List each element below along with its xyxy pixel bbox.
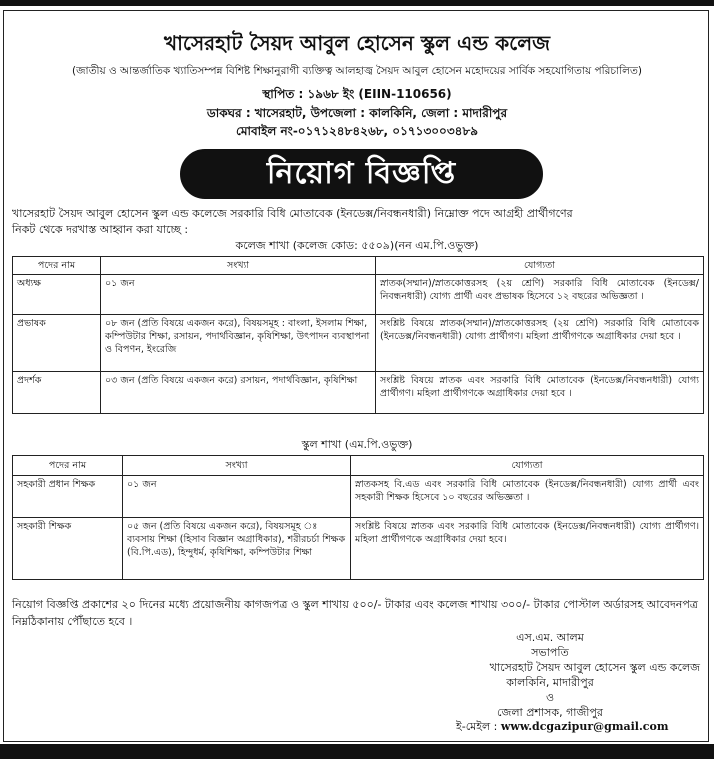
school-name: খাসেরহাট সৈয়দ আবুল হোসেন স্কুল এন্ড কলেজ xyxy=(163,31,551,55)
college-section-title: কলেজ শাখা (কলেজ কোড: ৫৫০৯)(নন এম.পি.ওভুক্ত) xyxy=(235,239,479,252)
table-row xyxy=(13,476,704,518)
college-header-qualification: যোগ্যতা xyxy=(376,257,704,275)
signatory-institution: খাসেরহাট সৈয়দ আবুল হোসেন স্কুল এন্ড কলেজ xyxy=(489,661,700,674)
cell-count: ০৮ জন (প্রতি বিষয়ে একজন করে), বিষয়সমূহ : বাংলা, ইসলাম শিক্ষা, কম্পিউটার শিক্ষা, রসায়ন, পদার্থবিজ্ঞান, কৃষিশিক্ষা, উৎপাদন ব্যবস্থাপনা ও বিপণন, ইংরেজি xyxy=(101,315,376,372)
signatory-name: এস.এম. আলম xyxy=(516,631,584,644)
school-section-title: স্কুল শাখা (এম.পি.ওভুক্ত) xyxy=(301,438,413,451)
signatory-and: ও xyxy=(545,691,555,704)
college-header-post: পদের নাম xyxy=(13,257,101,275)
table-row xyxy=(13,315,704,372)
signatory-designation: সভাপতি xyxy=(531,646,569,659)
official-line: জেলা প্রশাসক, গাজীপুর xyxy=(497,706,603,719)
table-row xyxy=(13,518,704,580)
school-header-qualification: যোগ্যতা xyxy=(351,456,704,476)
email-line xyxy=(456,718,668,737)
school-header-count: সংখ্যা xyxy=(123,456,351,476)
signatory-location: কালকিনি, মাদারীপুর xyxy=(506,676,594,689)
cell-qualification: স্নাতকসহ বি.এড এবং সরকারি বিধি মোতাবেক (ইনডেক্স/নিবন্ধনধারী) যোগ্য প্রার্থী এবং সহকারী শিক্ষক হিসেবে ১০ বছরের অভিজ্ঞতা । xyxy=(351,476,704,518)
cell-count: ০১ জন xyxy=(123,476,351,518)
school-posts-table xyxy=(12,455,704,580)
table-row xyxy=(13,275,704,315)
address-line: ডাকঘর : খাসেরহাট, উপজেলা : কালকিনি, জেলা : মাদারীপুর xyxy=(206,106,508,120)
established-line: স্থাপিত : ১৯৬৮ ইং (EIIN-110656) xyxy=(262,87,452,101)
submission-note: নিয়োগ বিজ্ঞপ্তি প্রকাশের ২০ দিনের মধ্যে প্রয়োজনীয় কাগজপত্র ও স্কুল শাখায় ৫০০/- টাকার এবং কলেজ শাখায় ৩০০/- টাকার পোস্টাল অর্ডারসহ আবেদনপত্র নিম্নঠিকানায় পৌঁছাতে হবে । xyxy=(12,598,698,628)
cell-qualification: সংশ্লিষ্ট বিষয়ে স্নাতক এবং সরকারি বিধি মোতাবেক (ইনডেক্স/নিবন্ধনধারী) যোগ্য প্রার্থীগণ। মহিলা প্রার্থীগণকে অগ্রাধিকার দেয়া হবে । xyxy=(376,372,704,414)
cell-post: সহকারী প্রধান শিক্ষক xyxy=(13,476,123,518)
college-posts-table xyxy=(12,256,704,414)
notice-title-badge: নিয়োগ বিজ্ঞপ্তি xyxy=(180,149,543,199)
cell-post: সহকারী শিক্ষক xyxy=(13,518,123,580)
school-header-post: পদের নাম xyxy=(13,456,123,476)
cell-post: অধ্যক্ষ xyxy=(13,275,101,315)
intro-line-2: নিকট থেকে দরখাস্ত আহ্বান করা যাচ্ছে : xyxy=(12,223,189,236)
bottom-border-bar xyxy=(0,744,714,759)
table-row xyxy=(13,372,704,414)
patronage-line: (জাতীয় ও আন্তর্জাতিক খ্যাতিসম্পন্ন বিশিষ্ট শিক্ষানুরাগী ব্যক্তিত্ব আলহাজ্ব সৈয়দ আবুল হোসেন মহোদয়ের সার্বিক সহযোগিতায় পরিচালিত) xyxy=(72,65,642,77)
cell-count: ০৩ জন (প্রতি বিষয়ে একজন করে) রসায়ন, পদার্থবিজ্ঞান, কৃষিশিক্ষা xyxy=(101,372,376,414)
email-value: www.dcgazipur@gmail.com xyxy=(500,720,669,733)
cell-count: ০৫ জন (প্রতি বিষয়ে একজন করে), বিষয়সমূহ ঃ ব্যবসায় শিক্ষা (হিসাব বিজ্ঞান অগ্রাধিকার), শরীরচর্চা শিক্ষক (বি.পি.এড), হিন্দুধর্ম, কৃষিশিক্ষা, কম্পিউটার শিক্ষা xyxy=(123,518,351,580)
college-header-count: সংখ্যা xyxy=(101,257,376,275)
cell-post: প্রদর্শক xyxy=(13,372,101,414)
signature-block xyxy=(400,630,700,720)
cell-qualification: সংশ্লিষ্ট বিষয়ে স্নাতক এবং সরকারি বিধি মোতাবেক (ইনডেক্স/নিবন্ধনধারী) যোগ্য প্রার্থীগণ। মহিলা প্রার্থীগণকে অগ্রাধিকার দেয়া হবে। xyxy=(351,518,704,580)
top-border-bar xyxy=(0,0,714,6)
cell-qualification: সংশ্লিষ্ট বিষয়ে স্নাতক(সম্মান)/স্নাতকোত্তরসহ (২য় শ্রেণি) সরকারি বিধি মোতাবেক (ইনডেক্স/নিবন্ধনধারী) যোগ্য প্রার্থীগণ। মহিলা প্রার্থীগণকে অগ্রাধিকার দেয়া হবে । xyxy=(376,315,704,372)
cell-count: ০১ জন xyxy=(101,275,376,315)
mobile-line: মোবাইল নং-০১৭১২৪৮৪২৬৮, ০১৭১৩০০৩৪৮৯ xyxy=(235,124,479,138)
cell-qualification: স্নাতক(সম্মান)/স্নাতকোত্তরসহ (২য় শ্রেণি) সরকারি বিধি মোতাবেক (ইনডেক্স/নিবন্ধনধারী) যোগ্য প্রার্থী এবং প্রভাষক হিসেবে ১২ বছরের অভিজ্ঞতা । xyxy=(376,275,704,315)
email-label: ই-মেইল : xyxy=(456,720,498,733)
intro-line-1: খাসেরহাট সৈয়দ আবুল হোসেন স্কুল এন্ড কলেজে সরকারি বিধি মোতাবেক (ইনডেক্স/নিবন্ধনধারী) নিম্নোক্ত পদে আগ্রহী প্রার্থীগণের xyxy=(12,207,573,220)
cell-post: প্রভাষক xyxy=(13,315,101,372)
